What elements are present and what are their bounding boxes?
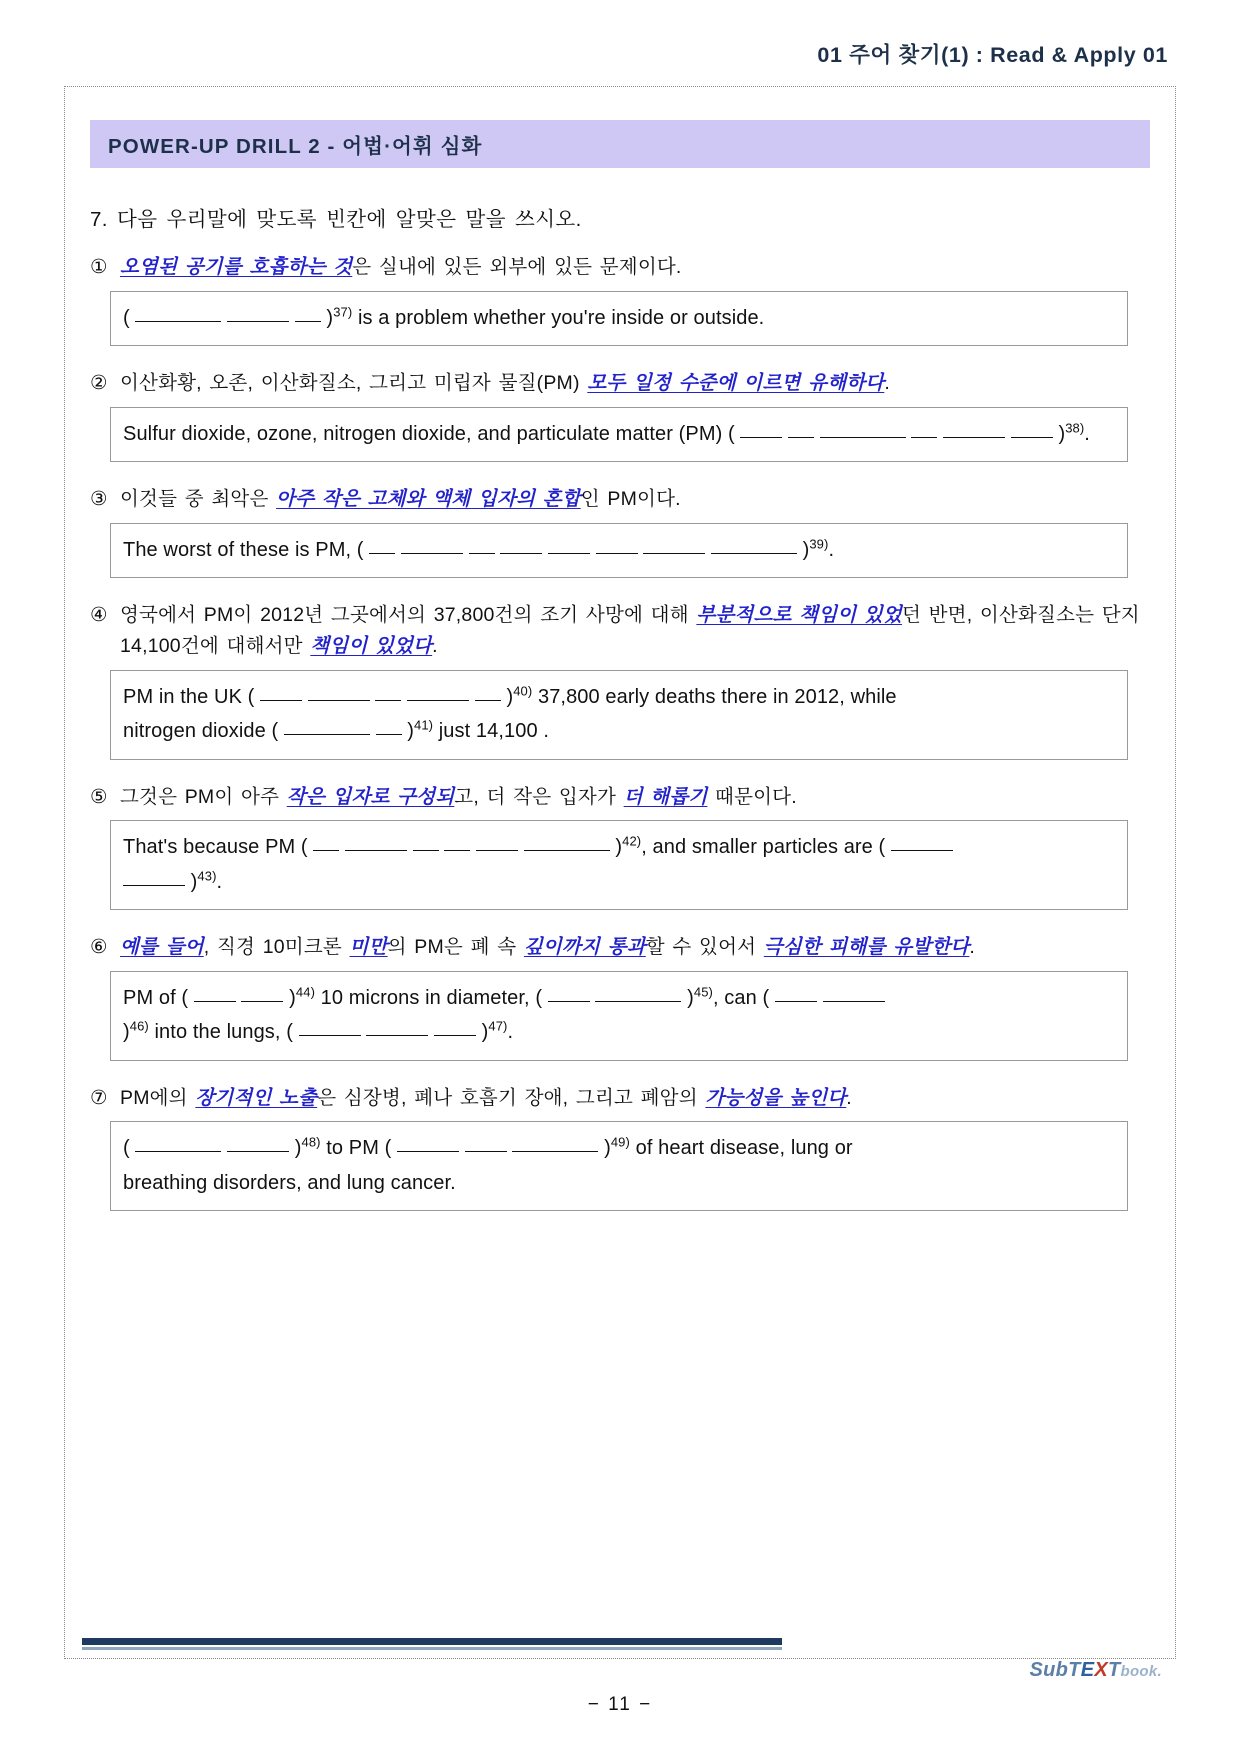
- answer-blank[interactable]: [308, 685, 370, 701]
- answer-text: ): [185, 870, 198, 893]
- answer-blank[interactable]: [548, 986, 590, 1002]
- highlighted-phrase: 극심한 피해를 유발한다: [763, 936, 970, 959]
- answer-blank[interactable]: [284, 719, 370, 735]
- question-item: [90, 484, 1150, 578]
- footnote-marker: 49): [610, 1134, 630, 1150]
- answer-text: .: [1084, 422, 1090, 445]
- highlighted-phrase: 깊이까지 통과: [523, 936, 646, 959]
- answer-blank[interactable]: [476, 835, 518, 851]
- answer-blank[interactable]: [465, 1136, 507, 1152]
- answer-blank[interactable]: [595, 986, 681, 1002]
- answer-text: of heart disease, lung or: [629, 1137, 853, 1160]
- footnote-marker: 41): [413, 717, 434, 733]
- highlighted-phrase: 미만: [349, 936, 388, 959]
- answer-blank[interactable]: [345, 835, 407, 851]
- question-item: [90, 252, 1150, 346]
- question-item: [90, 1083, 1150, 1211]
- answer-blank[interactable]: [227, 306, 289, 322]
- item-marker: ⑦: [90, 1086, 108, 1109]
- section-banner-title: POWER-UP DRILL 2 - 어법·어휘 심화: [108, 135, 483, 158]
- answer-text: .: [828, 538, 835, 561]
- answer-text: , and smaller particles are (: [641, 836, 891, 859]
- item-korean-sentence: [90, 252, 1150, 284]
- answer-text: nitrogen dioxide (: [123, 720, 284, 743]
- answer-blank[interactable]: [135, 306, 221, 322]
- plain-phrase: 영국에서 PM이 2012년 그곳에서의 37,800건의 조기 사망에 대해: [120, 603, 697, 626]
- answer-blank[interactable]: [500, 538, 542, 554]
- brand-letter: X: [1094, 1659, 1108, 1681]
- answer-blank[interactable]: [512, 1136, 598, 1152]
- answer-text: The worst of these is PM, (: [123, 538, 370, 561]
- plain-phrase: 던 반면, 이산화질소는 단지 14,100건에 대해서만: [120, 603, 1140, 658]
- answer-blank[interactable]: [295, 306, 321, 322]
- answer-box[interactable]: [110, 820, 1128, 910]
- answer-blank[interactable]: [227, 1136, 289, 1152]
- answer-blank[interactable]: [596, 538, 638, 554]
- answer-text: (: [123, 306, 136, 329]
- highlighted-phrase: 부분적으로 책임이 있었: [696, 603, 902, 626]
- item-marker: ①: [90, 256, 108, 278]
- answer-text: just 14,100 .: [433, 720, 549, 743]
- section-banner: [90, 120, 1150, 168]
- running-head: 01 주어 찾기(1) : Read & Apply 01: [817, 43, 1168, 67]
- plain-phrase: 은 실내에 있든 외부에 있든 문제이다.: [352, 256, 682, 278]
- brand-letter: T: [1107, 1659, 1121, 1681]
- answer-blank[interactable]: [369, 538, 395, 554]
- item-marker: ⑤: [90, 785, 108, 808]
- answer-text: ): [609, 836, 623, 859]
- answer-text: ): [1052, 422, 1066, 445]
- answer-blank[interactable]: [891, 835, 953, 851]
- plain-phrase: .: [884, 371, 890, 394]
- footer-rule-dark: [82, 1638, 782, 1645]
- answer-blank[interactable]: [260, 685, 302, 701]
- answer-blank[interactable]: [643, 538, 705, 554]
- question-item-list: [90, 252, 1150, 1211]
- answer-text: 37,800 early deaths there in 2012, while: [532, 686, 897, 709]
- highlighted-phrase: 예를 들어: [120, 936, 204, 959]
- plain-phrase: 이것들 중 최악은: [120, 487, 277, 510]
- footnote-marker: 46): [129, 1018, 149, 1034]
- footnote-marker: 45): [693, 984, 713, 1000]
- item-korean-sentence: [90, 1083, 1150, 1115]
- answer-text: ): [123, 1021, 130, 1044]
- answer-text: breathing disorders, and lung cancer.: [123, 1171, 456, 1194]
- highlighted-phrase: 더 해롭기: [623, 785, 708, 808]
- answer-blank[interactable]: [397, 1136, 459, 1152]
- footnote-marker: 40): [513, 683, 533, 699]
- footer-rule-light: [82, 1647, 782, 1650]
- plain-phrase: PM에의: [120, 1086, 196, 1109]
- answer-blank[interactable]: [401, 538, 463, 554]
- answer-text: 10 microns in diameter, (: [315, 986, 548, 1009]
- footnote-marker: 39): [809, 535, 829, 551]
- item-korean-sentence: [90, 932, 1150, 964]
- plain-phrase: 은 심장병, 폐나 호흡기 장애, 그리고 폐암의: [317, 1086, 706, 1109]
- highlighted-phrase: 책임이 있었다: [310, 635, 433, 658]
- question-item: [90, 368, 1150, 462]
- answer-blank[interactable]: [820, 422, 906, 438]
- answer-text: ): [289, 1137, 302, 1160]
- answer-text: ): [598, 1137, 611, 1160]
- highlighted-phrase: 가능성을 높인다: [705, 1086, 847, 1109]
- answer-blank[interactable]: [823, 986, 885, 1002]
- answer-text: .: [216, 870, 223, 893]
- answer-blank[interactable]: [444, 835, 470, 851]
- plain-phrase: .: [846, 1086, 852, 1109]
- item-marker: ③: [90, 487, 108, 510]
- answer-box[interactable]: [110, 291, 1128, 346]
- answer-box[interactable]: [110, 407, 1128, 462]
- item-marker: ④: [90, 603, 108, 626]
- publisher-logo: [1029, 1659, 1162, 1682]
- highlighted-phrase: 장기적인 노출: [195, 1086, 318, 1109]
- plain-phrase: .: [432, 635, 438, 658]
- answer-text: ): [283, 986, 296, 1009]
- answer-box[interactable]: [110, 971, 1128, 1061]
- brand-letter: T: [1068, 1659, 1081, 1681]
- answer-blank[interactable]: [375, 685, 401, 701]
- answer-blank[interactable]: [194, 986, 236, 1002]
- worksheet-content: [90, 120, 1150, 1233]
- footnote-marker: 43): [197, 868, 217, 884]
- answer-text: ): [500, 686, 514, 709]
- answer-blank[interactable]: [911, 422, 937, 438]
- answer-blank[interactable]: [123, 870, 185, 886]
- item-marker: ②: [90, 371, 108, 394]
- answer-blank[interactable]: [366, 1020, 428, 1036]
- question-item: [90, 600, 1150, 760]
- item-korean-sentence: [90, 368, 1150, 400]
- question-prompt: 7. 다음 우리말에 맞도록 빈칸에 알맞은 말을 쓰시오.: [90, 208, 582, 231]
- plain-phrase: 인 PM이다.: [580, 487, 681, 510]
- item-marker: ⑥: [90, 936, 108, 959]
- answer-blank[interactable]: [407, 685, 469, 701]
- answer-blank[interactable]: [413, 835, 439, 851]
- answer-text: That's because PM (: [123, 836, 314, 859]
- question-item: [90, 932, 1150, 1060]
- item-korean-sentence: [90, 484, 1150, 516]
- highlighted-phrase: 아주 작은 고체와 액체 입자의 혼합: [276, 487, 581, 510]
- answer-blank[interactable]: [711, 538, 797, 554]
- answer-blank[interactable]: [524, 835, 610, 851]
- answer-text: Sulfur dioxide, ozone, nitrogen dioxide, and particulate matter (PM) (: [123, 422, 741, 445]
- answer-blank[interactable]: [475, 685, 501, 701]
- answer-blank[interactable]: [135, 1136, 221, 1152]
- question-item: [90, 782, 1150, 910]
- answer-text: is a problem whether you're inside or outside.: [352, 306, 765, 329]
- answer-box[interactable]: [110, 1121, 1128, 1211]
- highlighted-phrase: 모두 일정 수준에 이르면 유해하다: [587, 371, 885, 394]
- highlighted-phrase: 작은 입자로 구성되: [286, 785, 455, 808]
- answer-text: PM in the UK (: [123, 686, 261, 709]
- brand-letter: book.: [1120, 1663, 1162, 1680]
- answer-blank[interactable]: [469, 538, 495, 554]
- answer-blank[interactable]: [1011, 422, 1053, 438]
- footnote-marker: 44): [295, 984, 315, 1000]
- answer-blank[interactable]: [548, 538, 590, 554]
- answer-text: , can (: [712, 986, 775, 1009]
- answer-blank[interactable]: [313, 835, 339, 851]
- brand-letter: Sub: [1029, 1659, 1069, 1681]
- footnote-marker: 42): [622, 833, 642, 849]
- answer-text: (: [123, 1137, 136, 1160]
- answer-text: .: [507, 1021, 514, 1044]
- answer-blank[interactable]: [434, 1020, 476, 1036]
- answer-text: ): [401, 720, 414, 743]
- footnote-marker: 47): [488, 1018, 508, 1034]
- answer-box[interactable]: [110, 523, 1128, 578]
- answer-blank[interactable]: [775, 986, 817, 1002]
- footnote-marker: 38): [1065, 419, 1085, 435]
- answer-text: ): [796, 538, 810, 561]
- answer-box[interactable]: [110, 670, 1128, 760]
- answer-text: to PM (: [320, 1137, 398, 1160]
- item-korean-sentence: [90, 782, 1150, 814]
- footnote-marker: 48): [301, 1134, 321, 1150]
- answer-blank[interactable]: [788, 422, 814, 438]
- plain-phrase: .: [969, 936, 976, 959]
- answer-blank[interactable]: [241, 986, 283, 1002]
- answer-text: ): [475, 1021, 489, 1044]
- answer-blank[interactable]: [299, 1020, 361, 1036]
- page-number: − 11 −: [587, 1694, 653, 1715]
- answer-blank[interactable]: [740, 422, 782, 438]
- answer-blank[interactable]: [943, 422, 1005, 438]
- answer-text: into the lungs, (: [148, 1021, 299, 1044]
- answer-text: ): [320, 306, 334, 329]
- highlighted-phrase: 오염된 공기를 호흡하는 것: [120, 256, 353, 278]
- plain-phrase: 의 PM은 폐 속: [387, 936, 524, 959]
- answer-blank[interactable]: [376, 719, 402, 735]
- footnote-marker: 37): [333, 303, 353, 319]
- plain-phrase: 그것은 PM이 아주: [120, 785, 287, 808]
- plain-phrase: 이산화황, 오존, 이산화질소, 그리고 미립자 물질(PM): [120, 371, 588, 394]
- item-korean-sentence: [90, 600, 1150, 663]
- brand-letter: E: [1080, 1659, 1095, 1681]
- answer-text: PM of (: [123, 986, 194, 1009]
- answer-text: ): [681, 986, 694, 1009]
- plain-phrase: 때문이다.: [707, 785, 797, 808]
- plain-phrase: 할 수 있어서: [645, 936, 764, 959]
- plain-phrase: 고, 더 작은 입자가: [454, 785, 624, 808]
- plain-phrase: , 직경 10미크론: [203, 936, 350, 959]
